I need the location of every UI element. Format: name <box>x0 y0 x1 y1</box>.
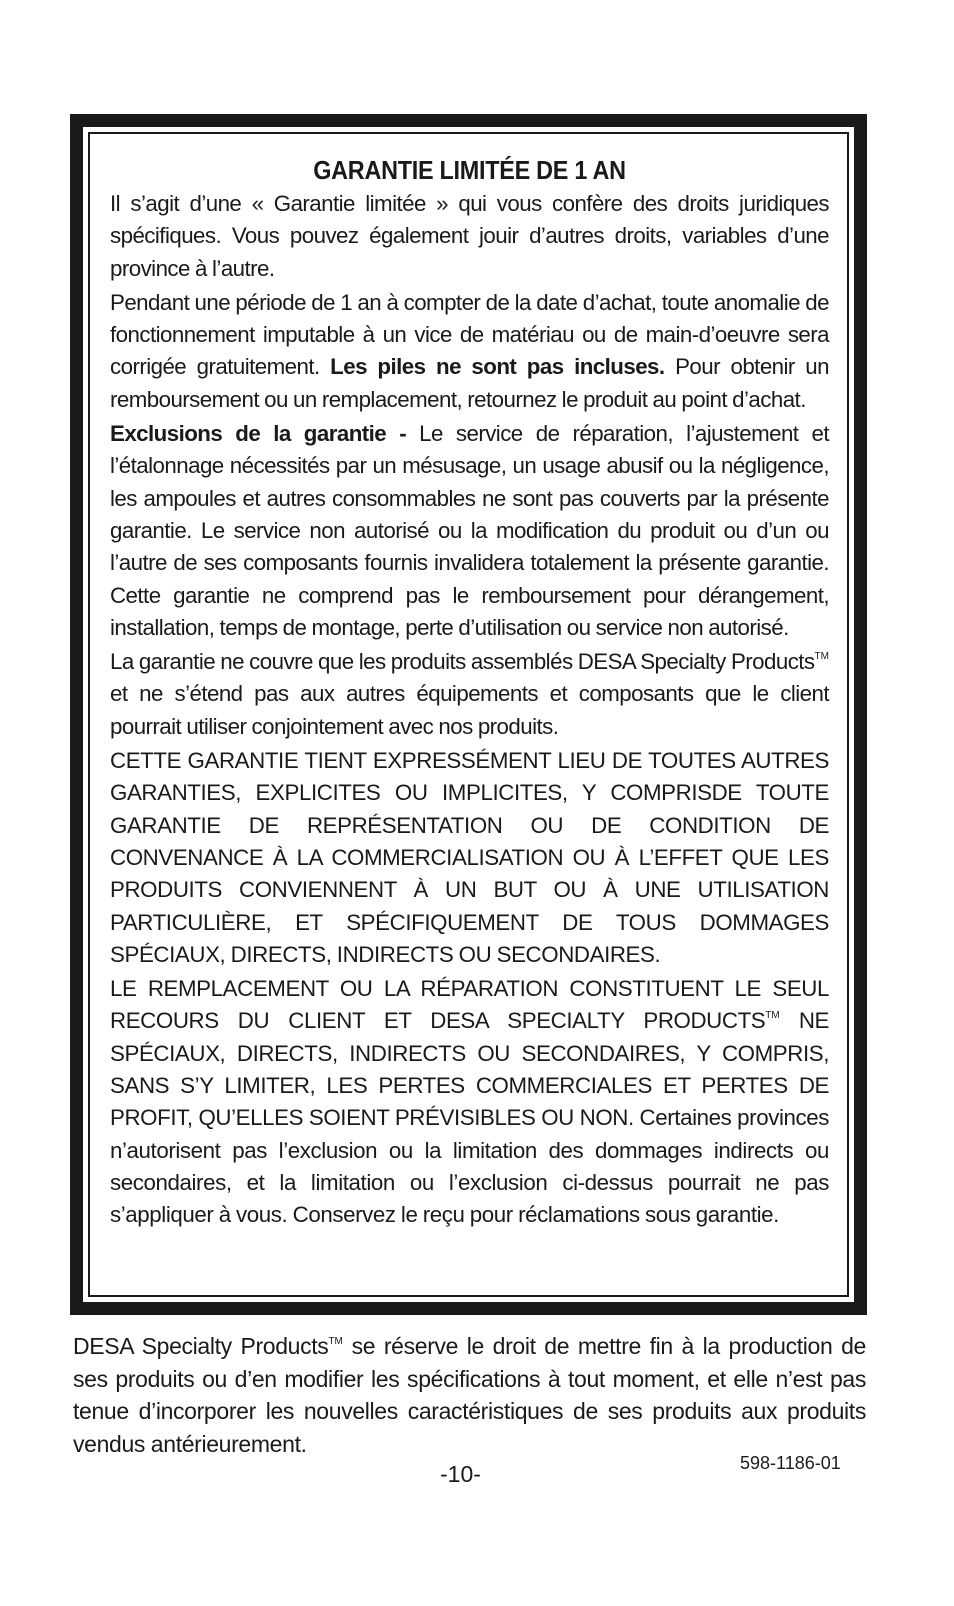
warranty-paragraph-coverage <box>110 646 829 743</box>
warranty-title: GARANTIE LIMITÉE DE 1 AN <box>313 155 626 185</box>
refund-text: Pour obtenir un remboursement ou un remplacement, retournez le produit au point d’achat. <box>110 354 830 412</box>
coverage-text-start: La garantie ne couvre que les produits assemblés DESA Specialty Products <box>110 649 815 675</box>
coverage-text-end: et ne s’étend pas aux autres équipements et composants que le client pourrait utiliser conjointement avec nos produits. <box>110 681 829 739</box>
batteries-notice: Les piles ne sont pas incluses. <box>330 354 665 380</box>
trademark-mark: TM <box>328 1336 343 1347</box>
warranty-paragraph-period <box>110 287 829 416</box>
warranty-paragraph-remedy <box>110 973 829 1231</box>
footer-notice <box>73 1330 866 1460</box>
intro-text: Il s’agit d’une « Garantie limitée » qui vous confère des droits juridiques spécifiques. Vous pouvez également jouir d’autres droits, variables d’une province à l’autre. <box>110 191 829 281</box>
exclusions-text: Le service de réparation, l’ajustement et l’étalonnage nécessités par un mésusage, un usage abusif ou la négligence, les ampoules et autres consommables ne sont pas couverts par la présente garantie. Le service non autorisé ou la modification du produit ou d’un ou l’autre de ses composants fournis invalidera totalement la présente garantie. Cette garantie ne comprend pas le remboursement pour dérangement, installation, temps de montage, perte d’utilisation ou service non autorisé. <box>110 421 829 640</box>
period-text: Pendant une période de 1 an à compter de la date d’achat, toute anomalie de fonctionnement imputable à un vice de matériau ou de main-d’oeuvre sera corrigée gratuitement. <box>110 289 829 380</box>
footer-text-end: se réserve le droit de mettre fin à la production de ses produits ou d’en modifier les spécifications à tout moment, et elle n’est pas tenue d’incorporer les nouvelles caractéristiques de ses produits aux produits vendus antérieurement. <box>73 1333 866 1457</box>
trademark-mark: TM <box>814 651 829 663</box>
remedy-text-start: LE REMPLACEMENT OU LA RÉPARATION CONSTITUENT LE SEUL RECOURS DU CLIENT ET DESA SPECIALTY PRODUCTS <box>110 976 829 1034</box>
warranty-paragraph-disclaimer <box>110 745 829 971</box>
exclusions-heading: Exclusions de la garantie - <box>110 421 407 447</box>
warranty-inner-frame <box>88 132 849 1297</box>
trademark-mark: TM <box>765 1010 780 1022</box>
footer-text-start: DESA Specialty Products <box>73 1333 329 1359</box>
disclaimer-text: CETTE GARANTIE TIENT EXPRESSÉMENT LIEU DE TOUTES AUTRES GARANTIES, EXPLICITES OU IMPLICITES, Y COMPRISDE TOUTE GARANTIE DE REPRÉSENTATION OU DE CONDITION DE CONVENANCE À LA COMMERCIALISATION OU À L’EFFET QUE LES PRODUITS CONVIENNENT À UN BUT OU À UNE UTILISATION PARTICULIÈRE, ET SPÉCIFIQUEMENT DE TOUS DOMMAGES SPÉCIAUX, DIRECTS, INDIRECTS OU SECONDAIRES. <box>110 748 829 967</box>
page-number: -10- <box>440 1461 481 1487</box>
warranty-box <box>70 114 867 1315</box>
warranty-paragraph-exclusions <box>110 418 829 644</box>
warranty-paragraph-intro <box>110 188 829 285</box>
remedy-text-end: NE SPÉCIAUX, DIRECTS, INDIRECTS OU SECONDAIRES, Y COMPRIS, SANS S’Y LIMITER, LES PERTES COMMERCIALES ET PERTES DE PROFIT, QU’ELLES SOIENT PRÉVISIBLES OU NON. Certaines provinces n’autorisent pas l’exclusion ou la limitation des dommages indirects ou secondaires, et la limitation ou l’exclusion ci-dessus pourrait ne pas s’appliquer à vous. Conservez le reçu pour réclamations sous garantie. <box>110 1008 830 1228</box>
document-code: 598-1186-01 <box>740 1453 841 1473</box>
